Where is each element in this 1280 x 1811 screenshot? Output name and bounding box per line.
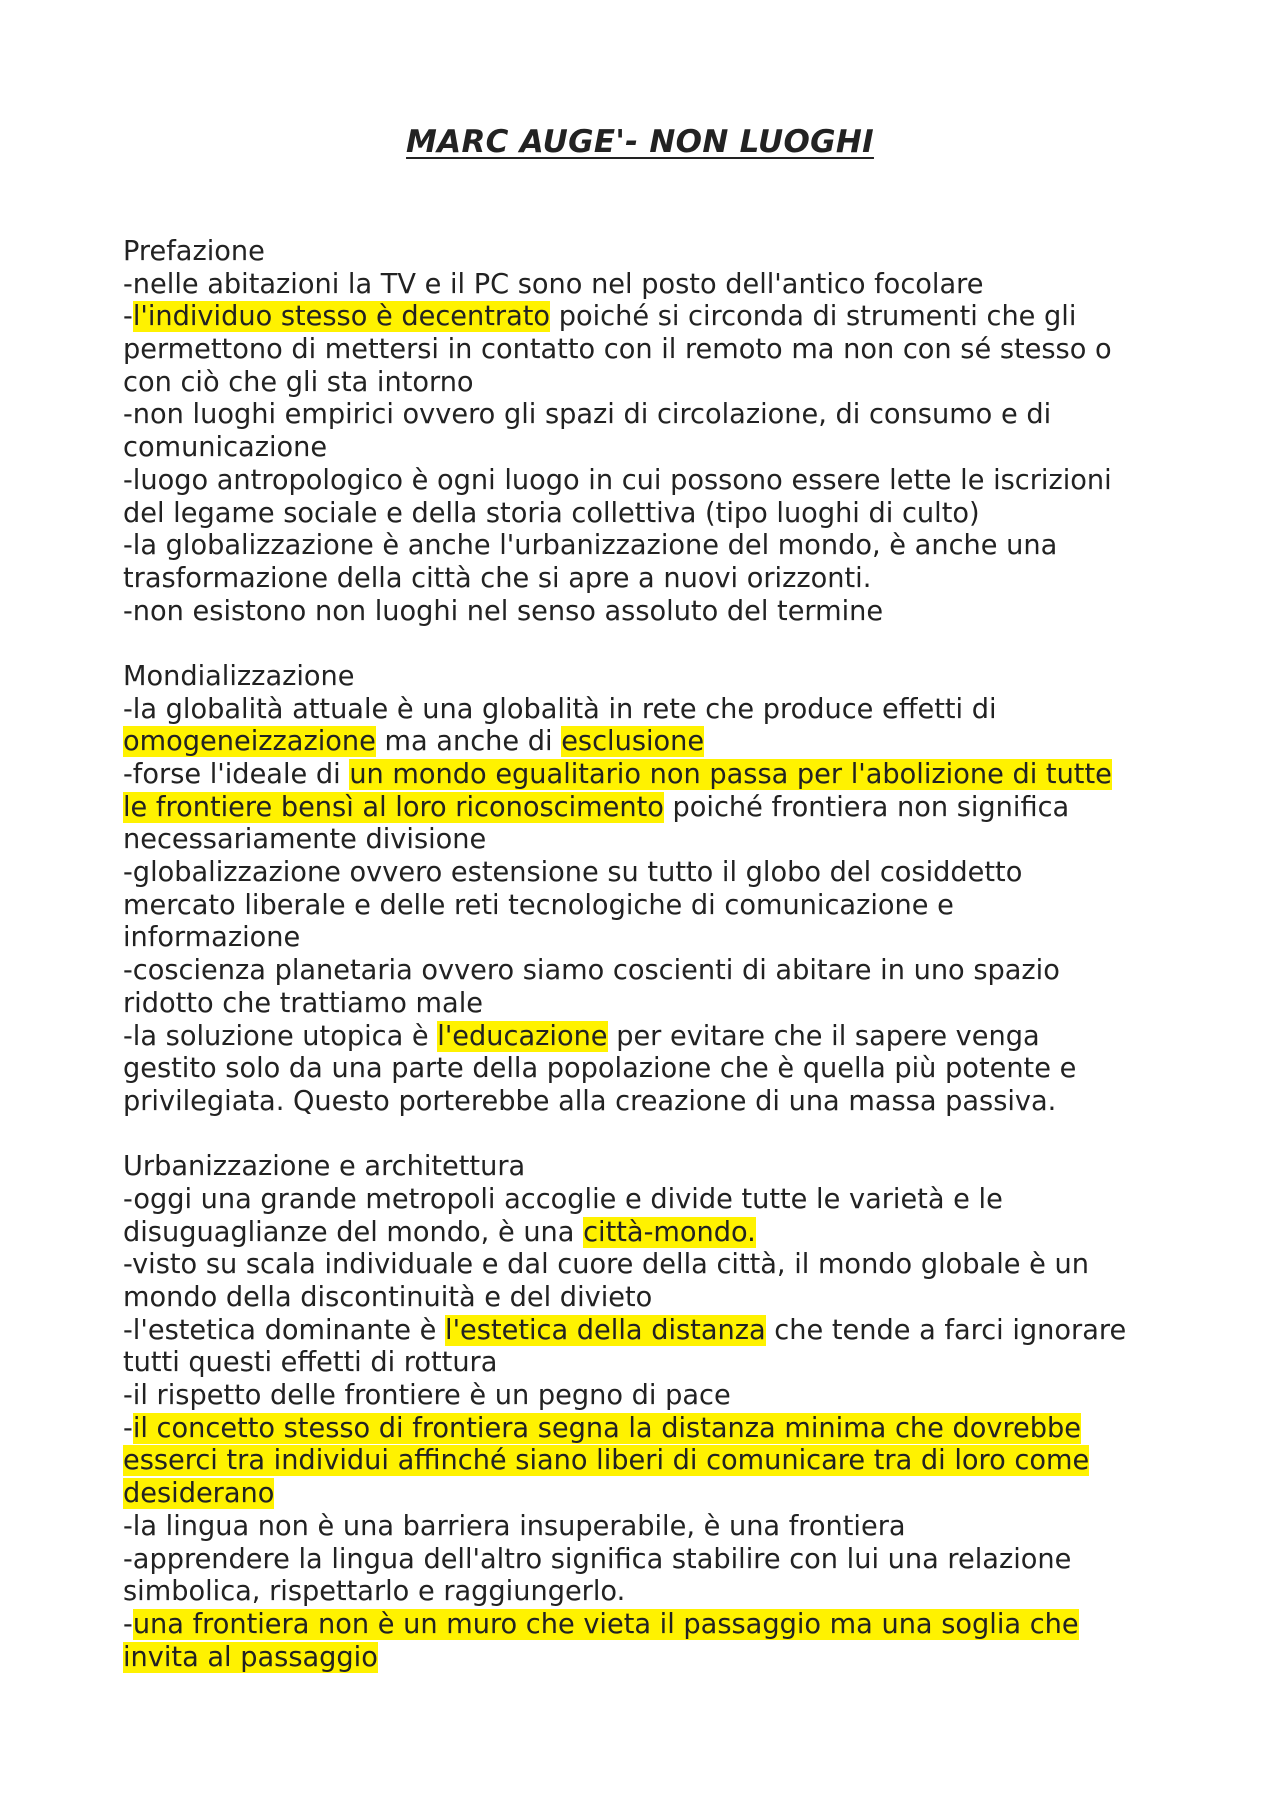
text-line (123, 824, 1173, 857)
highlighted-text: esserci tra individui affinché siano liberi di comunicare tra di loro come (123, 1445, 1090, 1477)
text-line (123, 236, 1173, 269)
text-segment: che tende a farci ignorare (765, 1314, 1127, 1346)
text-line (123, 1053, 1173, 1086)
text-segment: -la soluzione utopica è (123, 1020, 438, 1052)
text-segment: -la globalizzazione è anche l'urbanizzazione del mondo, è anche una (123, 530, 1058, 562)
text-segment: simbolica, rispettarlo e raggiungerlo. (123, 1576, 626, 1608)
text-segment: poiché frontiera non significa (663, 791, 1070, 823)
text-line (123, 1478, 1173, 1511)
document-body (123, 236, 1173, 1674)
document-title: MARC AUGE'- NON LUOGHI (406, 124, 874, 160)
text-line (123, 661, 1173, 694)
text-segment: -non esistono non luoghi nel senso assoluto del termine (123, 595, 884, 627)
text-segment: Urbanizzazione e architettura (123, 1151, 526, 1183)
text-segment: -visto su scala individuale e dal cuore della città, il mondo globale è un (123, 1249, 1089, 1281)
text-segment: - (123, 1608, 133, 1640)
highlighted-text: l'individuo stesso è decentrato (132, 301, 551, 333)
text-segment: gestito solo da una parte della popolazione che è quella più potente e (123, 1053, 1077, 1085)
text-line (123, 890, 1173, 923)
text-segment: -la lingua non è una barriera insuperabile, è una frontiera (123, 1510, 906, 1542)
text-line (123, 1445, 1173, 1478)
text-segment: -coscienza planetaria ovvero siamo coscienti di abitare in uno spazio (123, 955, 1060, 987)
highlighted-text: omogeneizzazione (123, 726, 376, 758)
text-segment: Mondializzazione (123, 660, 355, 692)
text-segment: tutti questi effetti di rottura (123, 1347, 498, 1379)
text-segment: informazione (123, 922, 301, 954)
text-line (123, 1184, 1173, 1217)
text-line (123, 988, 1173, 1021)
text-line (123, 1086, 1173, 1119)
highlighted-text: le frontiere bensì al loro riconoscimento (123, 791, 664, 823)
text-line (123, 792, 1173, 825)
text-line (123, 726, 1173, 759)
text-line (123, 432, 1173, 465)
text-segment: ridotto che trattiamo male (123, 987, 483, 1019)
text-line (123, 563, 1173, 596)
text-segment: necessariamente divisione (123, 824, 487, 856)
text-segment: -forse l'ideale di (123, 759, 350, 790)
text-segment: del legame sociale e della storia collettiva (tipo luoghi di culto) (123, 497, 980, 529)
text-segment: disuguaglianze del mondo, è una (123, 1216, 584, 1248)
highlighted-text: una frontiera non è un muro che vieta il passaggio ma una soglia che (132, 1608, 1079, 1640)
text-segment: mercato liberale e delle reti tecnologiche di comunicazione e (123, 889, 954, 921)
text-segment: -la globalità attuale è una globalità in rete che produce effetti di (123, 693, 997, 725)
text-line (123, 1576, 1173, 1609)
text-line (123, 596, 1173, 629)
text-line (123, 1151, 1173, 1184)
text-segment: -il rispetto delle frontiere è un pegno di pace (123, 1380, 731, 1412)
text-line (123, 1282, 1173, 1315)
text-segment: -globalizzazione ovvero estensione su tutto il globo del cosiddetto (123, 857, 1023, 889)
text-line (123, 530, 1173, 563)
text-segment: privilegiata. Questo porterebbe alla creazione di una massa passiva. (123, 1085, 1057, 1117)
text-segment: mondo della discontinuità e del divieto (123, 1282, 653, 1313)
text-segment: Prefazione (123, 236, 265, 267)
text-segment: -nelle abitazioni la TV e il PC sono nel posto dell'antico focolare (123, 268, 984, 300)
text-segment: per evitare che il sapere venga (607, 1020, 1040, 1052)
text-line (123, 759, 1173, 792)
text-line (123, 1315, 1173, 1348)
text-line (123, 694, 1173, 727)
text-line (123, 1642, 1173, 1675)
text-line (123, 857, 1173, 890)
text-segment: - (123, 301, 133, 333)
text-segment: poiché si circonda di strumenti che gli (550, 301, 1077, 333)
text-segment: -l'estetica dominante è (123, 1314, 446, 1346)
text-segment: ma anche di (375, 726, 562, 758)
text-line (123, 465, 1173, 498)
text-line (123, 269, 1173, 302)
text-line (123, 498, 1173, 531)
text-line (123, 1380, 1173, 1413)
paragraph-gap (123, 1119, 1173, 1152)
text-line (123, 955, 1173, 988)
text-line (123, 922, 1173, 955)
text-segment: -luogo antropologico è ogni luogo in cui possono essere lette le iscrizioni (123, 464, 1112, 496)
text-segment: permettono di mettersi in contatto con il remoto ma non con sé stesso o (123, 334, 1112, 366)
highlighted-text: invita al passaggio (123, 1641, 378, 1673)
text-segment: -apprendere la lingua dell'altro significa stabilire con lui una relazione (123, 1543, 1072, 1575)
highlighted-text: esclusione (561, 726, 705, 758)
text-line (123, 399, 1173, 432)
text-segment: -non luoghi empirici ovvero gli spazi di circolazione, di consumo e di (123, 399, 1052, 431)
highlighted-text: un mondo egualitario non passa per l'abolizione di tutte (349, 759, 1112, 790)
paragraph-gap (123, 628, 1173, 661)
text-line (123, 301, 1173, 334)
text-line (123, 1347, 1173, 1380)
text-line (123, 1511, 1173, 1544)
highlighted-text: città-mondo. (583, 1216, 756, 1248)
highlighted-text: il concetto stesso di frontiera segna la distanza minima che dovrebbe (132, 1412, 1082, 1444)
text-line (123, 334, 1173, 367)
text-segment: trasformazione della città che si apre a nuovi orizzonti. (123, 562, 872, 594)
text-line (123, 1217, 1173, 1250)
text-segment: - (123, 1412, 133, 1444)
text-line (123, 1249, 1173, 1282)
text-line (123, 1609, 1173, 1642)
highlighted-text: desiderano (123, 1478, 275, 1510)
highlighted-text: l'estetica della distanza (445, 1314, 766, 1346)
text-line (123, 1544, 1173, 1577)
text-line (123, 1021, 1173, 1054)
text-segment: -oggi una grande metropoli accoglie e divide tutte le varietà e le (123, 1183, 1003, 1215)
text-segment: comunicazione (123, 432, 328, 464)
text-line (123, 1413, 1173, 1446)
text-segment: con ciò che gli sta intorno (123, 366, 474, 398)
highlighted-text: l'educazione (437, 1020, 608, 1052)
text-line (123, 367, 1173, 400)
